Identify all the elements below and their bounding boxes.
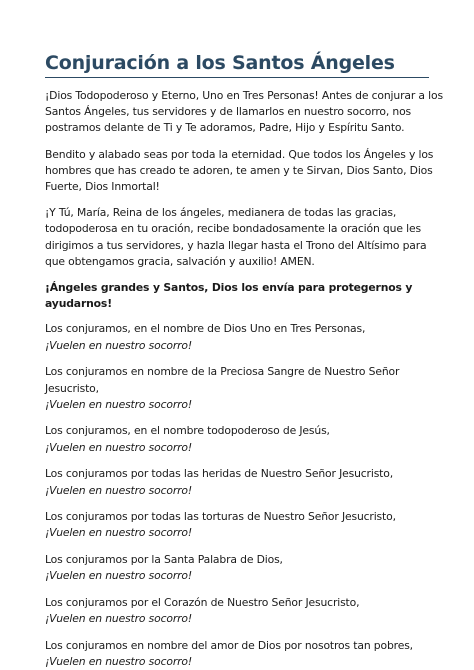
list-item [45,466,444,498]
paragraph-mary: ¡Y Tú, María, Reina de los ángeles, medianera de todas las gracias, todopoderosa en tu oración, recibe bondadosamente la oración que les dirigimos a tus servidores, y hazla llegar hasta el Trono del Altísimo para que obtengamos gracia, salvación y auxilio! AMEN. [45,206,427,268]
list-item [45,638,444,670]
list-item [45,364,444,413]
conjuration-list [45,321,444,670]
conjuration-response: ¡Vuelen en nuestro socorro! [45,526,193,540]
conjuration-response: ¡Vuelen en nuestro socorro! [45,569,193,583]
conjuration-response: ¡Vuelen en nuestro socorro! [45,483,193,497]
paragraph-intro: ¡Dios Todopoderoso y Eterno, Uno en Tres Personas! Antes de conjurar a los Santos Ángeles, tus servidores y de llamarlos en nuestro socorro, nos postramos delante de Ti y Te adoramos, Padre, Hijo y Espíritu Santo. [45,89,443,135]
conjuration-text: Los conjuramos por la Santa Palabra de Dios, [45,553,283,567]
section-heading: ¡Ángeles grandes y Santos, Dios los envía para protegernos y ayudarnos! [45,281,413,311]
conjuration-text: Los conjuramos, en el nombre de Dios Uno en Tres Personas, [45,322,366,336]
conjuration-response: ¡Vuelen en nuestro socorro! [45,612,193,626]
conjuration-text: Los conjuramos por el Corazón de Nuestro Señor Jesucristo, [45,596,360,610]
list-item [45,552,444,584]
list-item [45,595,444,627]
list-item [45,509,444,541]
conjuration-response: ¡Vuelen en nuestro socorro! [45,338,193,352]
conjuration-text: Los conjuramos en nombre del amor de Dios por nosotros tan pobres, [45,638,413,652]
conjuration-response: ¡Vuelen en nuestro socorro! [45,397,193,411]
list-item [45,423,444,455]
conjuration-response: ¡Vuelen en nuestro socorro! [45,440,193,454]
conjuration-text: Los conjuramos por todas las heridas de Nuestro Señor Jesucristo, [45,467,393,481]
paragraph-blessing: Bendito y alabado seas por toda la eternidad. Que todos los Ángeles y los hombres que has creado te adoren, te amen y te Sirvan, Dios Santo, Dios Fuerte, Dios Inmortal! [45,147,434,194]
list-item [45,321,444,353]
conjuration-text: Los conjuramos en nombre de la Preciosa Sangre de Nuestro Señor Jesucristo, [45,365,400,395]
conjuration-response: ¡Vuelen en nuestro socorro! [45,655,193,669]
conjuration-text: Los conjuramos por todas las torturas de Nuestro Señor Jesucristo, [45,510,396,524]
conjuration-text: Los conjuramos, en el nombre todopoderoso de Jesús, [45,424,330,438]
page-title: Conjuración a los Santos Ángeles [45,50,429,78]
